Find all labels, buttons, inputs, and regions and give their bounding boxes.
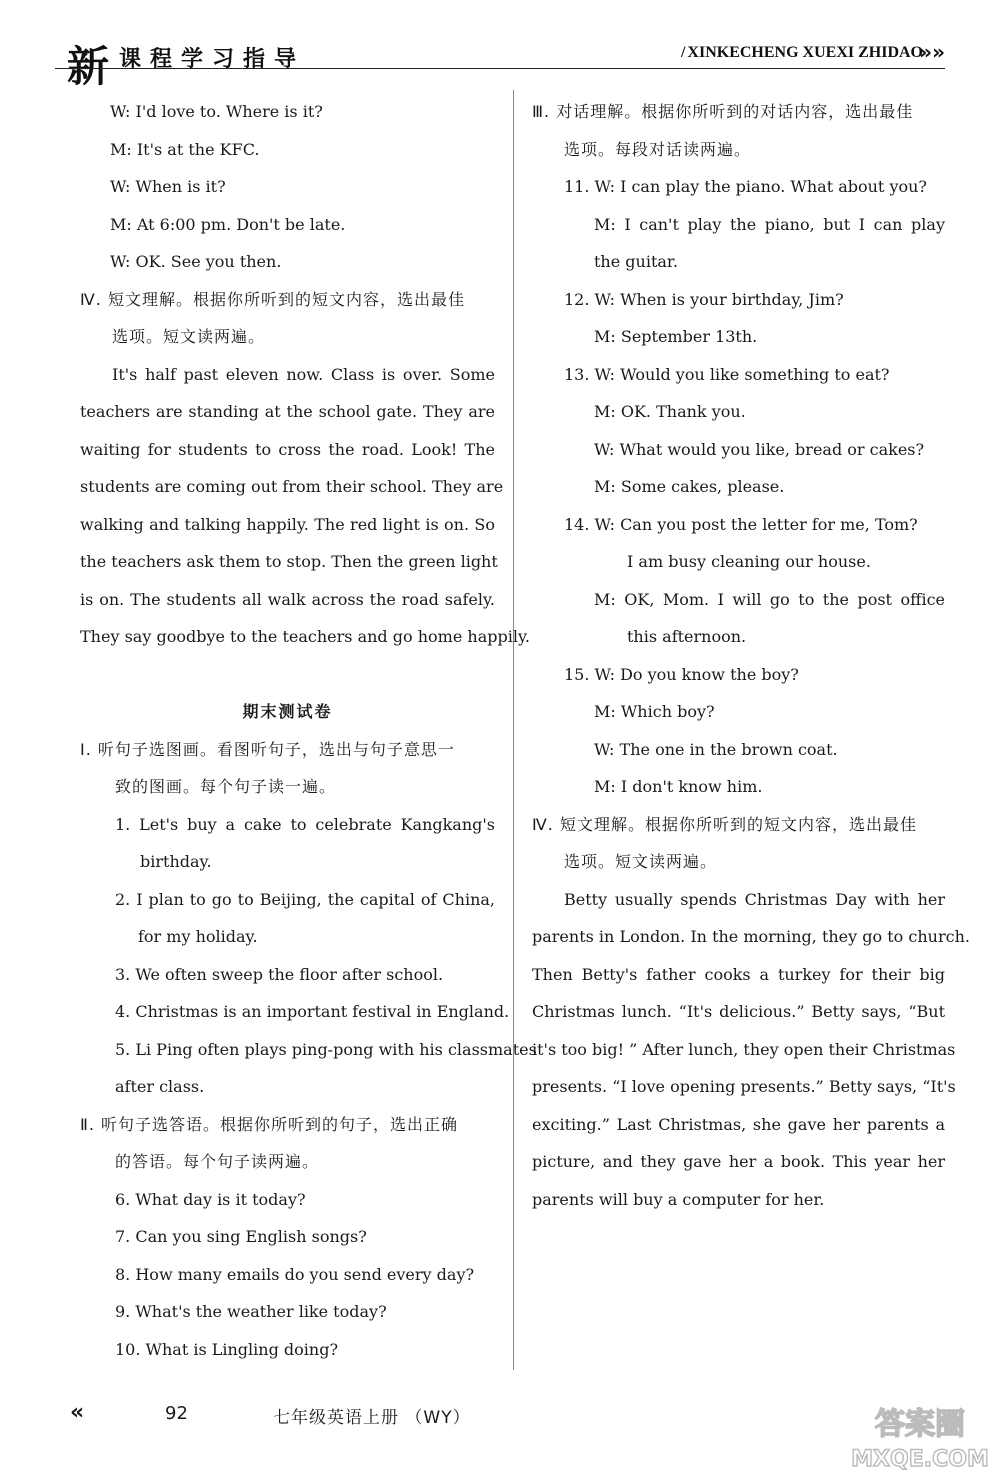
text-line: is on. The students all walk across the road safely. [80, 589, 495, 609]
text-line: M: It's at the KFC. [110, 139, 260, 159]
text-line: M: OK. Thank you. [594, 402, 746, 421]
text-line: 6. What day is it today? [115, 1189, 306, 1209]
text-line: 8. How many emails do you send every day? [115, 1264, 475, 1284]
text-line: Ⅰ. 听句子选图画。看图听句子，选出与句子意思一 [80, 739, 455, 759]
text-line: Ⅳ. 短文理解。根据你所听到的短文内容，选出最佳 [532, 814, 917, 834]
text-line: W: I'd love to. Where is it? [110, 102, 323, 121]
text-line: M: Which boy? [594, 702, 715, 721]
text-line: exciting.” Last Christmas, she gave her parents a [532, 1114, 945, 1134]
text-line: 5. Li Ping often plays ping-pong with his classmates [115, 1039, 537, 1059]
double-chevron-left-icon: « [70, 1400, 85, 1425]
text-line: 致的图画。每个句子读一遍。 [115, 777, 337, 796]
text-line: They say goodbye to the teachers and go home happily. [80, 627, 530, 646]
right-column [532, 93, 970, 1218]
text-line: M: At 6:00 pm. Don't be late. [110, 214, 346, 234]
text-line: parents in London. In the morning, they go to church. [532, 927, 970, 946]
text-line: birthday. [140, 852, 212, 871]
left-column [80, 93, 537, 1368]
text-line: students are coming out from their school. They are [80, 477, 504, 496]
section-title: 期末测试卷 [242, 702, 333, 721]
text-line: 13. W: Would you like something to eat? [564, 364, 890, 384]
spacer [80, 656, 495, 694]
text-line: I am busy cleaning our house. [627, 552, 871, 571]
text-line: this afternoon. [627, 627, 747, 646]
header-subtitle: / XINKECHENG XUEXI ZHIDAO [681, 44, 923, 62]
text-line: 11. W: I can play the piano. What about you? [564, 177, 927, 196]
text-line: 12. W: When is your birthday, Jim? [564, 289, 844, 309]
text-line: teachers are standing at the school gate. They are [80, 402, 495, 421]
text-line: Ⅳ. 短文理解。根据你所听到的短文内容，选出最佳 [80, 289, 465, 309]
double-chevron-right-icon: »» [919, 40, 945, 64]
text-line: W: When is it? [110, 177, 226, 196]
book-title: 七年级英语上册 （WY） [273, 1408, 471, 1428]
page-footer [55, 1400, 945, 1430]
text-line: the teachers ask them to stop. Then the green light [80, 552, 498, 571]
text-line: Ⅲ. 对话理解。根据你所听到的对话内容，选出最佳 [532, 102, 914, 121]
text-line: for my holiday. [138, 927, 258, 946]
text-line: 的答语。每个句子读两遍。 [115, 1152, 320, 1171]
text-line: 1. Let's buy a cake to celebrate Kangkang's [115, 814, 495, 834]
text-line: 7. Can you sing English songs? [115, 1227, 367, 1246]
page-header [55, 30, 945, 91]
text-line: W: The one in the brown coat. [594, 739, 838, 759]
text-line: walking and talking happily. The red light is on. So [80, 514, 495, 534]
text-line: presents. “I love opening presents.” Betty says, “It's [532, 1077, 956, 1096]
text-line: 选项。短文读两遍。 [112, 327, 266, 346]
text-line: 选项。每段对话读两遍。 [564, 139, 752, 159]
text-line: parents will buy a computer for her. [532, 1189, 825, 1209]
text-line: M: I can't play the piano, but I can play [594, 214, 945, 234]
text-line: the guitar. [594, 252, 678, 271]
text-line: Then Betty's father cooks a turkey for their big [532, 964, 945, 984]
text-line: 14. W: Can you post the letter for me, Tom? [564, 514, 918, 534]
text-line: waiting for students to cross the road. Look! The [80, 439, 495, 459]
text-line: It's half past eleven now. Class is over. Some [112, 364, 495, 384]
text-line: M: OK, Mom. I will go to the post office [594, 589, 945, 609]
header-logo: 新 [67, 42, 110, 91]
text-line: 9. What's the weather like today? [115, 1302, 387, 1321]
text-line: it's too big! ” After lunch, they open their Christmas [532, 1039, 956, 1059]
text-line: 2. I plan to go to Beijing, the capital of China, [115, 889, 495, 909]
text-line: Ⅱ. 听句子选答语。根据你所听到的句子，选出正确 [80, 1114, 459, 1134]
text-line: W: What would you like, bread or cakes? [594, 439, 925, 459]
text-line: M: Some cakes, please. [594, 477, 785, 496]
text-line: M: September 13th. [594, 327, 758, 346]
text-line: 3. We often sweep the floor after school. [115, 964, 444, 984]
header-title: 课程学习指导 [119, 47, 306, 72]
text-line: 选项。短文读两遍。 [564, 852, 718, 871]
text-line: picture, and they gave her a book. This year her [532, 1152, 945, 1171]
text-line: after class. [115, 1077, 205, 1096]
watermark-line2: MXQE.COM [851, 1447, 989, 1472]
header-rule [55, 68, 945, 69]
text-line: M: I don't know him. [594, 777, 763, 796]
text-line: 4. Christmas is an important festival in England. [115, 1002, 510, 1021]
text-line: Betty usually spends Christmas Day with her [564, 889, 945, 909]
text-line: W: OK. See you then. [110, 252, 282, 271]
text-line: 15. W: Do you know the boy? [564, 664, 799, 684]
text-line: 10. What is Lingling doing? [115, 1339, 339, 1359]
watermark-line1: 答案圈 [875, 1407, 965, 1442]
column-divider [513, 90, 514, 1370]
watermark-logo [850, 1396, 990, 1474]
page-number: 92 [165, 1403, 188, 1424]
text-line: Christmas lunch. “It's delicious.” Betty says, “But [532, 1002, 945, 1021]
